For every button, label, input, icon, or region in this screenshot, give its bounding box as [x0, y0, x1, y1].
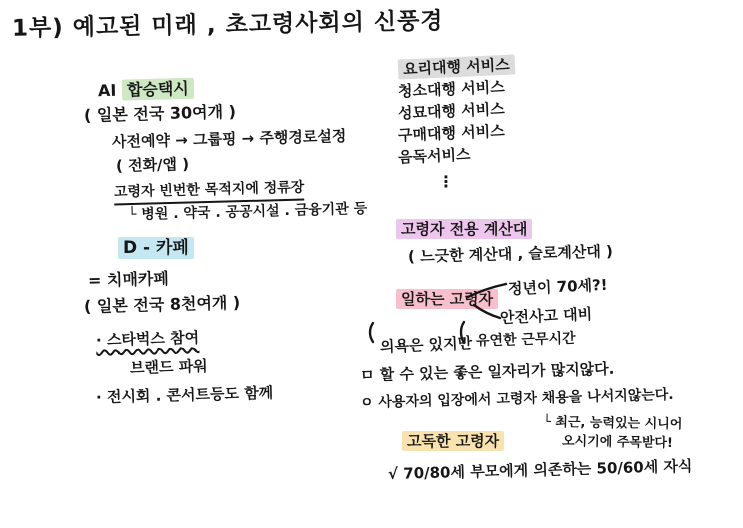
ai-taxi-count: ( 일본 전국 30여개 ) [83, 102, 237, 125]
working-seniors-hours: 유연한 근무시간 [475, 330, 576, 350]
d-cafe-alias: = 치매카페 [87, 268, 170, 291]
service-item: 음독서비스 [397, 145, 471, 167]
service-item: 청소대행 서비스 [397, 77, 506, 101]
service-item: 구매대행 서비스 [397, 121, 506, 145]
d-cafe-starbucks: · 스타벅스 참여 [95, 328, 200, 350]
working-seniors-heading-highlight: 일하는 고령자 [396, 289, 498, 309]
service-item-highlight: 요리대행 서비스 [398, 54, 515, 79]
ai-taxi-channel: ( 전화/앱 ) [115, 155, 190, 175]
working-seniors-recent-1: └ 최근, 능력있는 시니어 [542, 414, 683, 433]
ai-taxi-examples: └ 병원 . 약국 . 공공시설 . 금융기관 등 [127, 200, 368, 224]
d-cafe-heading [118, 238, 194, 258]
page-title: 1부) 예고된 미래 , 초고령사회의 신풍경 [11, 8, 444, 42]
d-cafe-events: · 전시회 . 콘서트등도 함께 [95, 383, 274, 407]
service-item [398, 55, 515, 78]
senior-checkout-heading-highlight: 고령자 전용 계산대 [396, 219, 532, 239]
agency-services-list [397, 55, 515, 168]
working-seniors-jobs: ㅁ 할 수 있는 좋은 일자리가 많지않다. [359, 359, 615, 385]
ai-taxi-heading-prefix: AI [97, 80, 117, 101]
services-ellipsis: ⋮ [438, 172, 454, 191]
working-seniors-retirement: 정년이 70세?! [507, 275, 608, 299]
senior-checkout-heading [396, 220, 532, 238]
working-seniors-employers: ㅇ 사용자의 입장에서 고령자 채용을 나서지않는다. [359, 386, 674, 412]
lonely-seniors-heading [402, 432, 504, 450]
working-seniors-safety: 안전사고 대비 [499, 304, 593, 328]
ai-taxi-stops: 고령자 빈번한 목적지에 정류장 [114, 180, 305, 206]
working-seniors-recent-2: 오시기에 주목받다! [561, 434, 674, 451]
working-seniors-motivation: 의욕은 있지만 [379, 333, 473, 357]
ai-taxi-heading [98, 79, 194, 101]
d-cafe-heading-highlight: D - 카페 [118, 237, 194, 259]
d-cafe-brand-power: 브랜드 파워 [129, 356, 208, 378]
senior-checkout-alias: ( 느긋한 계산대 , 슬로계산대 ) [407, 242, 614, 266]
lonely-seniors-heading-highlight: 고독한 고령자 [402, 431, 504, 451]
lonely-seniors-dependence: √ 70/80세 부모에게 의존하는 50/60세 자식 [387, 457, 693, 483]
d-cafe-count: ( 일본 전국 8천여개 ) [83, 292, 241, 317]
ai-taxi-heading-highlight: 합승택시 [122, 78, 194, 101]
ai-taxi-flow: 사전예약 → 그룹핑 → 주행경로설정 [111, 126, 347, 152]
service-item: 성묘대행 서비스 [397, 99, 506, 123]
